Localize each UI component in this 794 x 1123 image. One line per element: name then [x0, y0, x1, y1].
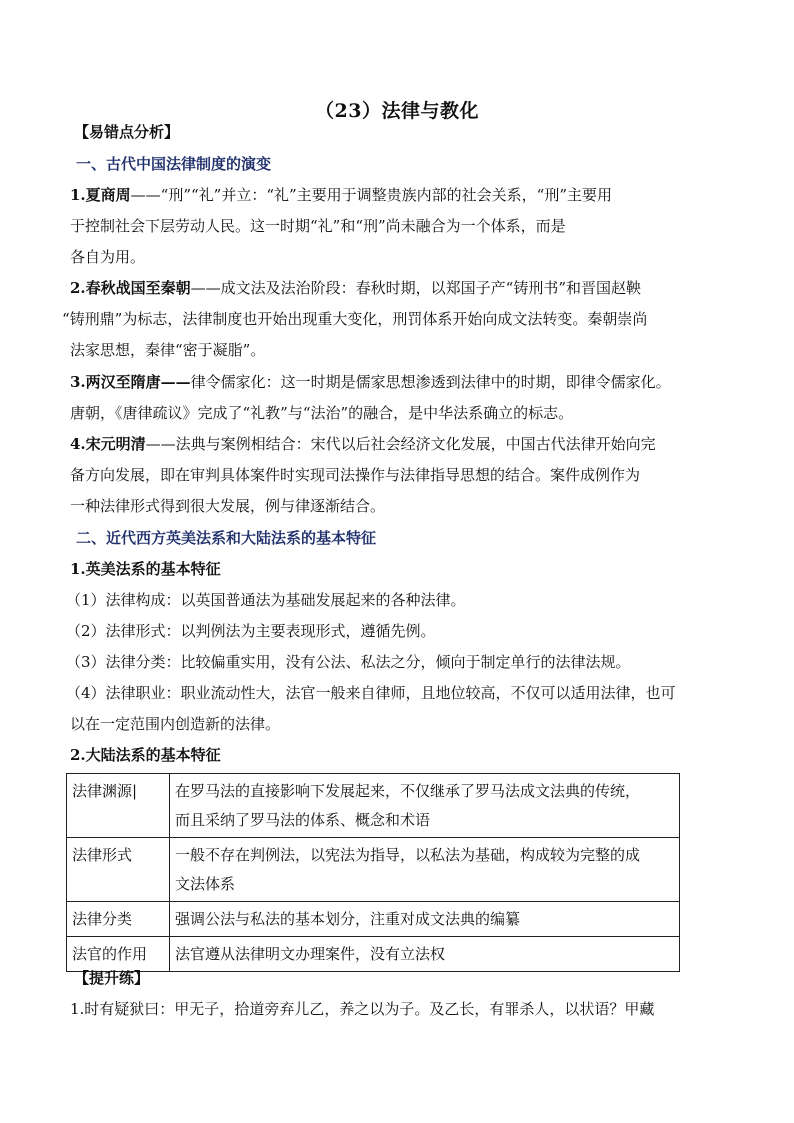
item3-label: 3.两汉至隋唐—— — [70, 373, 191, 391]
table-value-line: 强调公法与私法的基本划分，注重对成文法典的编纂 — [175, 910, 521, 928]
item1-line1 — [70, 185, 612, 205]
table-value — [170, 838, 680, 902]
civil-law-table — [66, 773, 680, 972]
table-value-line: 法官遵从法律明文办理案件，没有立法权 — [175, 945, 446, 963]
table-value-line: 在罗马法的直接影响下发展起来，不仅继承了罗马法成文法典的传统， — [175, 782, 641, 800]
analysis-heading: 【易错点分析】 — [74, 123, 180, 141]
section1-heading: 一、古代中国法律制度的演变 — [76, 155, 272, 173]
item4-line1 — [70, 434, 656, 454]
practice-heading: 【提升练】 — [74, 969, 150, 987]
table-key: 法律渊源| — [67, 774, 170, 838]
item3-text1: 律令儒家化：这一时期是儒家思想渗透到法律中的时期，即律令儒家化。 — [190, 373, 671, 391]
table-row — [67, 902, 680, 937]
table-row — [67, 774, 680, 838]
table-row — [67, 937, 680, 972]
common-law-point-4-cont: 以在一定范围内创造新的法律。 — [70, 715, 281, 733]
table-value-line: 文法体系 — [175, 875, 236, 893]
table-value — [170, 902, 680, 937]
item1-line2: 于控制社会下层劳动人民。这一时期“礼”和“刑”尚未融合为一个体系，而是 — [70, 217, 566, 235]
item4-label: 4.宋元明清 — [70, 435, 146, 453]
section2-sub1-heading: 1.英美法系的基本特征 — [70, 560, 221, 578]
item1-text1: ——“刑”“礼”并立：“礼”主要用于调整贵族内部的社会关系，“刑”主要用 — [130, 186, 613, 204]
item4-line3: 一种法律形式得到很大发展，例与律逐渐结合。 — [70, 497, 386, 515]
common-law-point-4: （4）法律职业：职业流动性大，法官一般来自律师，且地位较高，不仅可以适用法律，也可 — [66, 684, 676, 702]
common-law-point-1: （1）法律构成：以英国普通法为基础发展起来的各种法律。 — [66, 591, 466, 609]
item2-label: 2.春秋战国至秦朝 — [70, 279, 191, 297]
table-row — [67, 838, 680, 902]
practice-question-1: 1.时有疑狱曰：甲无子，拾道旁弃儿乙，养之以为子。及乙长，有罪杀人，以状语？甲藏 — [70, 1000, 655, 1018]
table-value-line: 而且采纳了罗马法的体系、概念和术语 — [175, 811, 431, 829]
item4-text1: ——法典与案例相结合：宋代以后社会经济文化发展，中国古代法律开始向完 — [145, 435, 656, 453]
table-value-line: 一般不存在判例法，以宪法为指导，以私法为基础，构成较为完整的成 — [175, 846, 641, 864]
table-key: 法官的作用 — [67, 937, 170, 972]
item1-line3: 各自为用。 — [70, 248, 146, 266]
item3-line1 — [70, 372, 671, 392]
item4-line2: 备方向发展，即在审判具体案件时实现司法操作与法律指导思想的结合。案件成例作为 — [70, 466, 641, 484]
page-title: （23）法律与教化 — [315, 100, 479, 122]
table-key: 法律形式 — [67, 838, 170, 902]
table-value — [170, 937, 680, 972]
item2-text1: ——成文法及法治阶段：春秋时期，以郑国子产“铸刑书”和晋国赵鞅 — [190, 279, 642, 297]
item2-line1 — [70, 278, 641, 298]
item3-line2: 唐朝，《唐律疏议》完成了“礼教”与“法治”的融合，是中华法系确立的标志。 — [70, 404, 574, 422]
common-law-point-3: （3）法律分类：比较偏重实用，没有公法、私法之分，倾向于制定单行的法律法规。 — [66, 653, 631, 671]
common-law-point-2: （2）法律形式：以判例法为主要表现形式，遵循先例。 — [66, 622, 436, 640]
table-value — [170, 774, 680, 838]
item1-label: 1.夏商周 — [70, 186, 131, 204]
item2-line2: “铸刑鼎”为标志，法律制度也开始出现重大变化，刑罚体系开始向成文法转变。秦朝崇尚 — [62, 310, 648, 328]
section2-heading: 二、近代西方英美法系和大陆法系的基本特征 — [76, 529, 377, 547]
table-key: 法律分类 — [67, 902, 170, 937]
item2-line3: 法家思想，秦律“密于凝脂”。 — [70, 341, 266, 359]
section2-sub2-heading: 2.大陆法系的基本特征 — [70, 746, 221, 764]
